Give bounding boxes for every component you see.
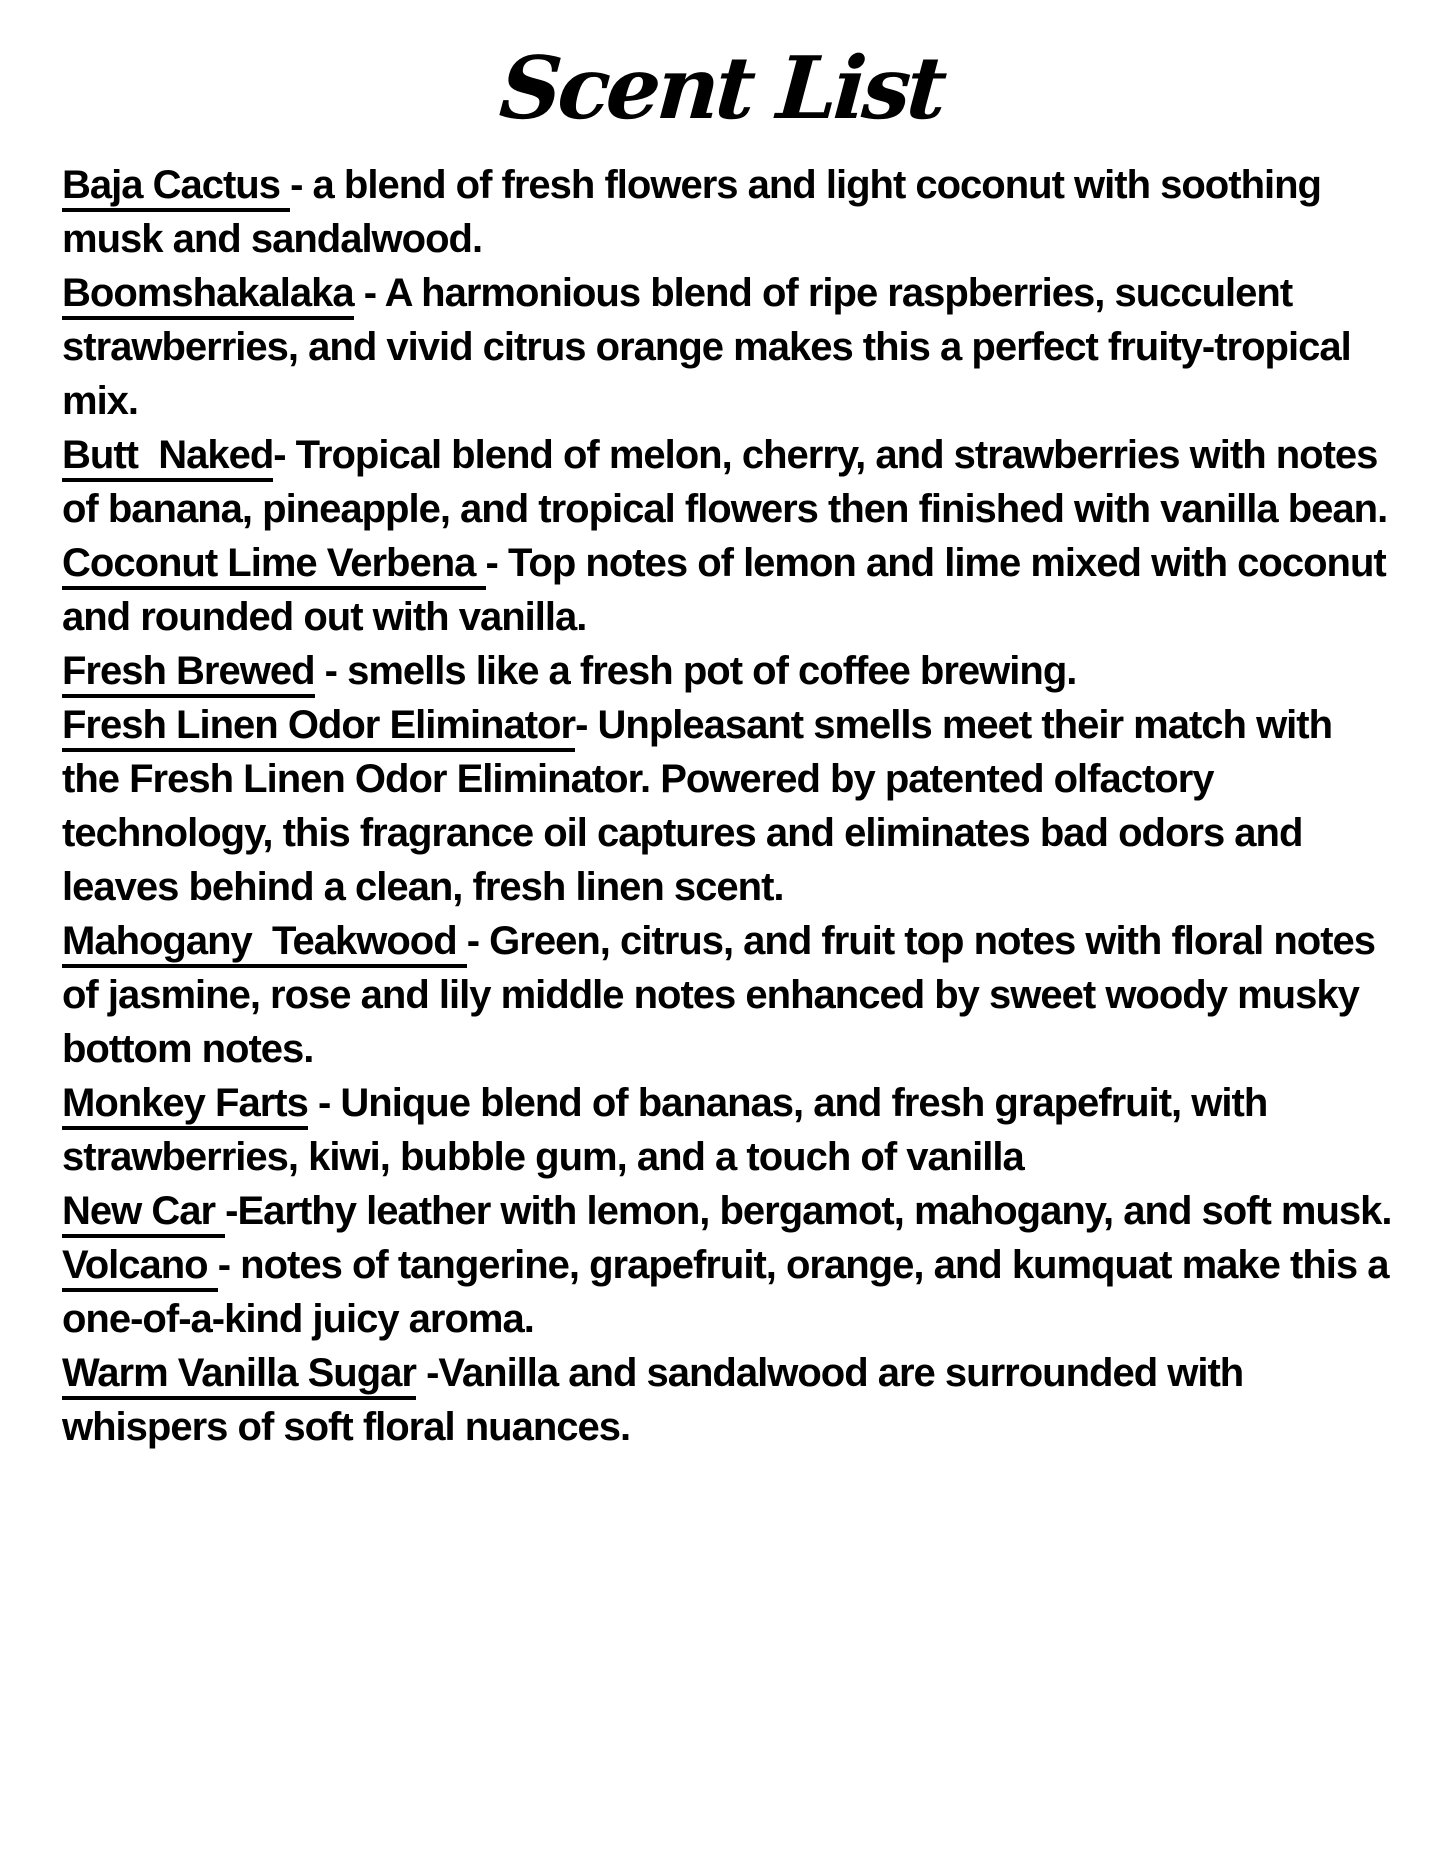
scent-description: -Vanilla and sandalwood are surrounded with whispers of soft floral nuances.: [62, 1351, 1244, 1449]
scent-description: - notes of tangerine, grapefruit, orange, and kumquat make this a one-of-a-kind juicy aroma.: [62, 1243, 1389, 1341]
scent-entry: [62, 1184, 1392, 1238]
scent-entry: [62, 1238, 1392, 1346]
scent-description: - a blend of fresh flowers and light coconut with soothing musk and sandalwood.: [62, 163, 1321, 261]
scent-entry: [62, 536, 1392, 644]
scent-name: Mahogany Teakwood: [62, 919, 467, 968]
scent-description: - Top notes of lemon and lime mixed with coconut and rounded out with vanilla.: [62, 541, 1386, 639]
scent-entry: [62, 914, 1392, 1076]
scent-name: Baja Cactus: [62, 163, 290, 212]
scent-description: - Tropical blend of melon, cherry, and strawberries with notes of banana, pineapple, and tropical flowers then finished with vanilla bean.: [62, 433, 1388, 531]
scent-name: Volcano: [62, 1243, 218, 1292]
scent-entry: [62, 698, 1392, 914]
scent-name: Fresh Linen Odor Eliminator: [62, 703, 575, 752]
scent-description: - Unique blend of bananas, and fresh grapefruit, with strawberries, kiwi, bubble gum, and a touch of vanilla: [62, 1081, 1268, 1179]
scent-name: Fresh Brewed: [62, 649, 315, 698]
scent-entry: [62, 266, 1392, 428]
scent-entry: [62, 1076, 1392, 1184]
scent-name: Warm Vanilla Sugar: [62, 1351, 416, 1400]
scent-name: Coconut Lime Verbena: [62, 541, 486, 590]
scent-name: Monkey Farts: [62, 1081, 308, 1130]
scent-description: - A harmonious blend of ripe raspberries, succulent strawberries, and vivid citrus orange makes this a perfect fruity-tropical mix.: [62, 271, 1351, 423]
scent-entry: [62, 644, 1392, 698]
scent-name: Butt Naked: [62, 433, 273, 482]
scent-entry: [62, 428, 1392, 536]
scent-name: Boomshakalaka: [62, 271, 354, 320]
page-title: Scent List: [496, 38, 947, 139]
scent-entry: [62, 1346, 1392, 1454]
scent-description: -Earthy leather with lemon, bergamot, mahogany, and soft musk.: [225, 1189, 1392, 1233]
scent-description: - Green, citrus, and fruit top notes with floral notes of jasmine, rose and lily middle notes enhanced by sweet woody musky bottom notes.: [62, 919, 1376, 1071]
scent-list: [62, 158, 1392, 1454]
scent-entry: [62, 158, 1392, 266]
scent-description: - Unpleasant smells meet their match with the Fresh Linen Odor Eliminator. Powered by patented olfactory technology, this fragrance oil captures and eliminates bad odors and leaves behind a clean, fresh linen scent.: [62, 703, 1333, 909]
scent-name: New Car: [62, 1189, 225, 1238]
scent-description: - smells like a fresh pot of coffee brewing.: [314, 649, 1077, 693]
